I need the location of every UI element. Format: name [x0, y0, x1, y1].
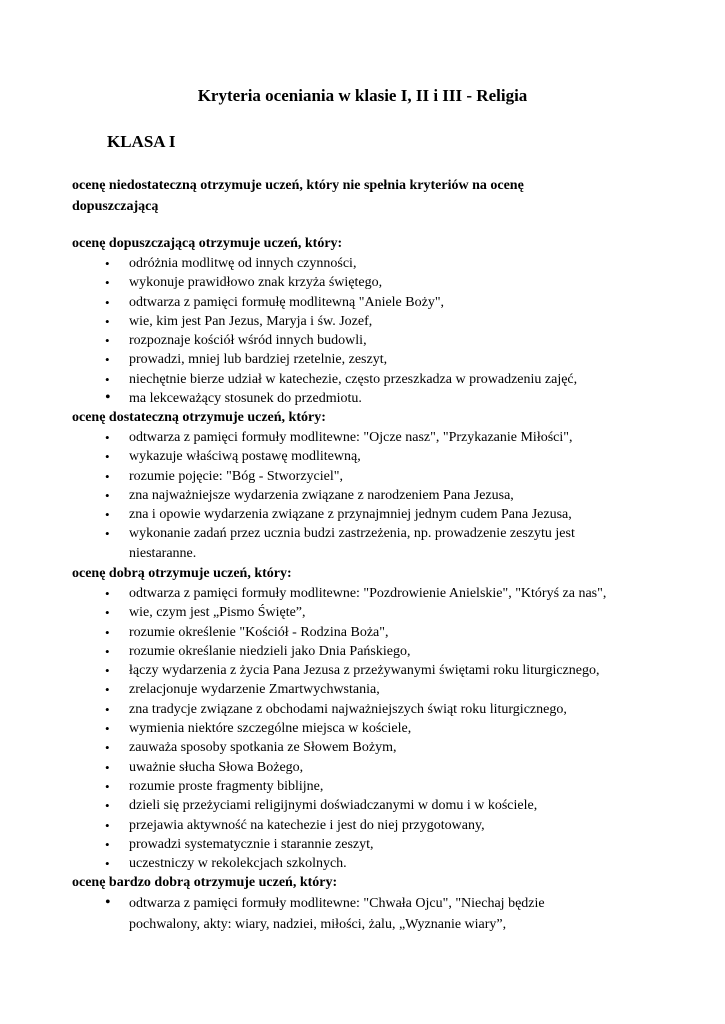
- bullet-icon: •: [105, 682, 110, 698]
- list-item: [72, 893, 672, 935]
- list-item-text: wykonuje prawidłowo znak krzyża świętego,: [129, 275, 383, 291]
- list-item-text: wykonanie zadań przez ucznia budzi zastrzeżenia, np. prowadzenie zeszytu jest: [129, 526, 575, 542]
- bullet-icon: •: [105, 468, 110, 484]
- list-item: [72, 370, 672, 389]
- bullet-icon: •: [105, 778, 110, 794]
- bullet-icon: •: [105, 643, 110, 659]
- list-item: [72, 835, 672, 854]
- list-item: [72, 254, 672, 273]
- bullet-icon: •: [105, 313, 110, 329]
- list-item: [72, 700, 672, 719]
- list-item: [72, 777, 672, 796]
- list-item: [72, 738, 672, 757]
- grade-heading: ocenę dobrą otrzymuje uczeń, który:: [72, 566, 292, 581]
- bullet-icon: •: [105, 701, 110, 717]
- list-item-text: prowadzi, mniej lub bardziej rzetelnie, zeszyt,: [129, 352, 388, 368]
- bullet-icon: •: [105, 740, 110, 756]
- list-item-text: odtwarza z pamięci formuły modlitewne: "Ojcze nasz", "Przykazanie Miłości",: [129, 430, 573, 445]
- bullet-icon: •: [105, 663, 110, 679]
- bullet-icon: •: [105, 294, 110, 310]
- list-item-text: odtwarza z pamięci formuły modlitewne: "Chwała Ojcu", "Niechaj będzie: [129, 896, 545, 911]
- bullet-icon: •: [105, 605, 110, 621]
- list-item: [72, 524, 672, 563]
- bullet-icon: •: [105, 256, 110, 271]
- grade-dobra: [72, 563, 672, 873]
- list-item: [72, 642, 672, 661]
- list-item-text: rozumie proste fragmenty biblijne,: [129, 778, 324, 794]
- grade-niedostateczna: [72, 175, 672, 217]
- bullet-icon: •: [105, 487, 110, 503]
- list-item-text: odtwarza z pamięci formuły modlitewne: "Pozdrowienie Anielskie", "Któryś za nas",: [129, 586, 607, 601]
- grade-dopuszczajaca: [72, 233, 672, 408]
- bullet-icon: •: [105, 624, 110, 640]
- list-item-text-continued: pochwalony, akty: wiary, nadziei, miłości, żalu, „Wyznanie wiary”,: [129, 917, 507, 932]
- criteria-list: [72, 584, 672, 873]
- section-title-klasa: KLASA I: [107, 132, 176, 151]
- list-item-text: łączy wydarzenia z życia Pana Jezusa z przeżywanymi świętami roku liturgicznego,: [129, 663, 600, 679]
- list-item-text: przejawia aktywność na katechezie i jest do niej przygotowany,: [129, 817, 485, 833]
- list-item: [72, 428, 672, 447]
- list-item-text: rozumie określenie "Kościół - Rodzina Boża",: [129, 624, 389, 640]
- list-item: [72, 486, 672, 505]
- bullet-icon: •: [105, 333, 110, 349]
- bullet-icon: •: [105, 371, 110, 387]
- heading-line: dopuszczającą: [72, 199, 159, 214]
- list-item: [72, 273, 672, 292]
- list-item: [72, 796, 672, 815]
- bullet-icon: •: [105, 352, 110, 368]
- list-item-text: rozumie pojęcie: "Bóg - Stworzyciel",: [129, 468, 343, 484]
- bullet-icon: •: [105, 856, 110, 872]
- list-item-text: uważnie słucha Słowa Bożego,: [129, 759, 304, 775]
- list-item-text: prowadzi systematycznie i starannie zeszyt,: [129, 836, 374, 852]
- bullet-icon: •: [105, 721, 110, 737]
- list-item-text: dzieli się przeżyciami religijnymi doświadczanymi w domu i w kościele,: [129, 798, 538, 814]
- list-item-text-continued: niestaranne.: [129, 545, 197, 561]
- bullet-icon: •: [105, 507, 110, 523]
- list-item-text: zna tradycje związane z obchodami najważniejszych świąt roku liturgicznego,: [129, 701, 567, 717]
- list-item-text: niechętnie bierze udział w katechezie, często przeszkadza w prowadzeniu zajęć,: [129, 371, 578, 387]
- heading-line: ocenę niedostateczną otrzymuje uczeń, który nie spełnia kryteriów na ocenę: [72, 178, 524, 193]
- bullet-icon: •: [105, 389, 111, 407]
- page-title: Kryteria oceniania w klasie I, II i III - Religia: [197, 86, 528, 105]
- bullet-icon: •: [105, 275, 110, 291]
- bullet-icon: •: [105, 759, 110, 775]
- list-item: [72, 680, 672, 699]
- bullet-icon: •: [105, 526, 110, 542]
- grade-dostateczna: [72, 407, 672, 563]
- list-item-text: rozumie określanie niedzieli jako Dnia Pańskiego,: [129, 643, 411, 659]
- criteria-list: [72, 254, 672, 408]
- list-item-text: zna i opowie wydarzenia związane z przynajmniej jednym cudem Pana Jezusa,: [129, 507, 572, 523]
- list-item: [72, 623, 672, 642]
- list-item: [72, 816, 672, 835]
- list-item-text: rozpoznaje kościół wśród innych budowli,: [129, 333, 367, 349]
- grade-heading: ocenę dopuszczającą otrzymuje uczeń, który:: [72, 236, 343, 251]
- list-item: [72, 312, 672, 331]
- criteria-list: [72, 428, 672, 563]
- list-item: [72, 661, 672, 680]
- list-item: [72, 350, 672, 369]
- list-item: [72, 584, 672, 603]
- list-item-text: zrelacjonuje wydarzenie Zmartwychwstania,: [129, 682, 380, 698]
- bullet-icon: •: [105, 894, 111, 911]
- grade-heading: ocenę bardzo dobrą otrzymuje uczeń, który:: [72, 875, 338, 890]
- list-item: [72, 603, 672, 622]
- list-item: [72, 389, 672, 408]
- list-item-text: wykazuje właściwą postawę modlitewną,: [129, 449, 361, 465]
- bullet-icon: •: [105, 817, 110, 833]
- list-item-text: uczestniczy w rekolekcjach szkolnych.: [129, 856, 347, 872]
- list-item: [72, 505, 672, 524]
- list-item: [72, 293, 672, 312]
- list-item: [72, 467, 672, 486]
- list-item: [72, 758, 672, 777]
- list-item-text: wie, czym jest „Pismo Święte”,: [129, 605, 306, 621]
- list-item-text: wymienia niektóre szczególne miejsca w kościele,: [129, 721, 412, 737]
- bullet-icon: •: [105, 449, 110, 465]
- bullet-icon: •: [105, 798, 110, 814]
- grade-heading: [72, 175, 672, 217]
- list-item-text: zauważa sposoby spotkania ze Słowem Bożym,: [129, 740, 397, 756]
- list-item-text: zna najważniejsze wydarzenia związane z narodzeniem Pana Jezusa,: [129, 487, 514, 503]
- list-item-text: odróżnia modlitwę od innych czynności,: [129, 256, 357, 271]
- grade-bardzo-dobra: [72, 872, 672, 935]
- list-item-text: odtwarza z pamięci formułę modlitewną "Aniele Boży",: [129, 294, 445, 310]
- list-item-text: ma lekceważący stosunek do przedmiotu.: [129, 391, 362, 407]
- list-item: [72, 719, 672, 738]
- list-item: [72, 331, 672, 350]
- grade-heading: ocenę dostateczną otrzymuje uczeń, który:: [72, 410, 326, 425]
- bullet-icon: •: [105, 430, 110, 445]
- list-item: [72, 854, 672, 873]
- list-item: [72, 447, 672, 466]
- bullet-icon: •: [105, 836, 110, 852]
- list-item-text: wie, kim jest Pan Jezus, Maryja i św. Jozef,: [129, 313, 373, 329]
- bullet-icon: •: [105, 586, 110, 601]
- criteria-list: [72, 893, 672, 935]
